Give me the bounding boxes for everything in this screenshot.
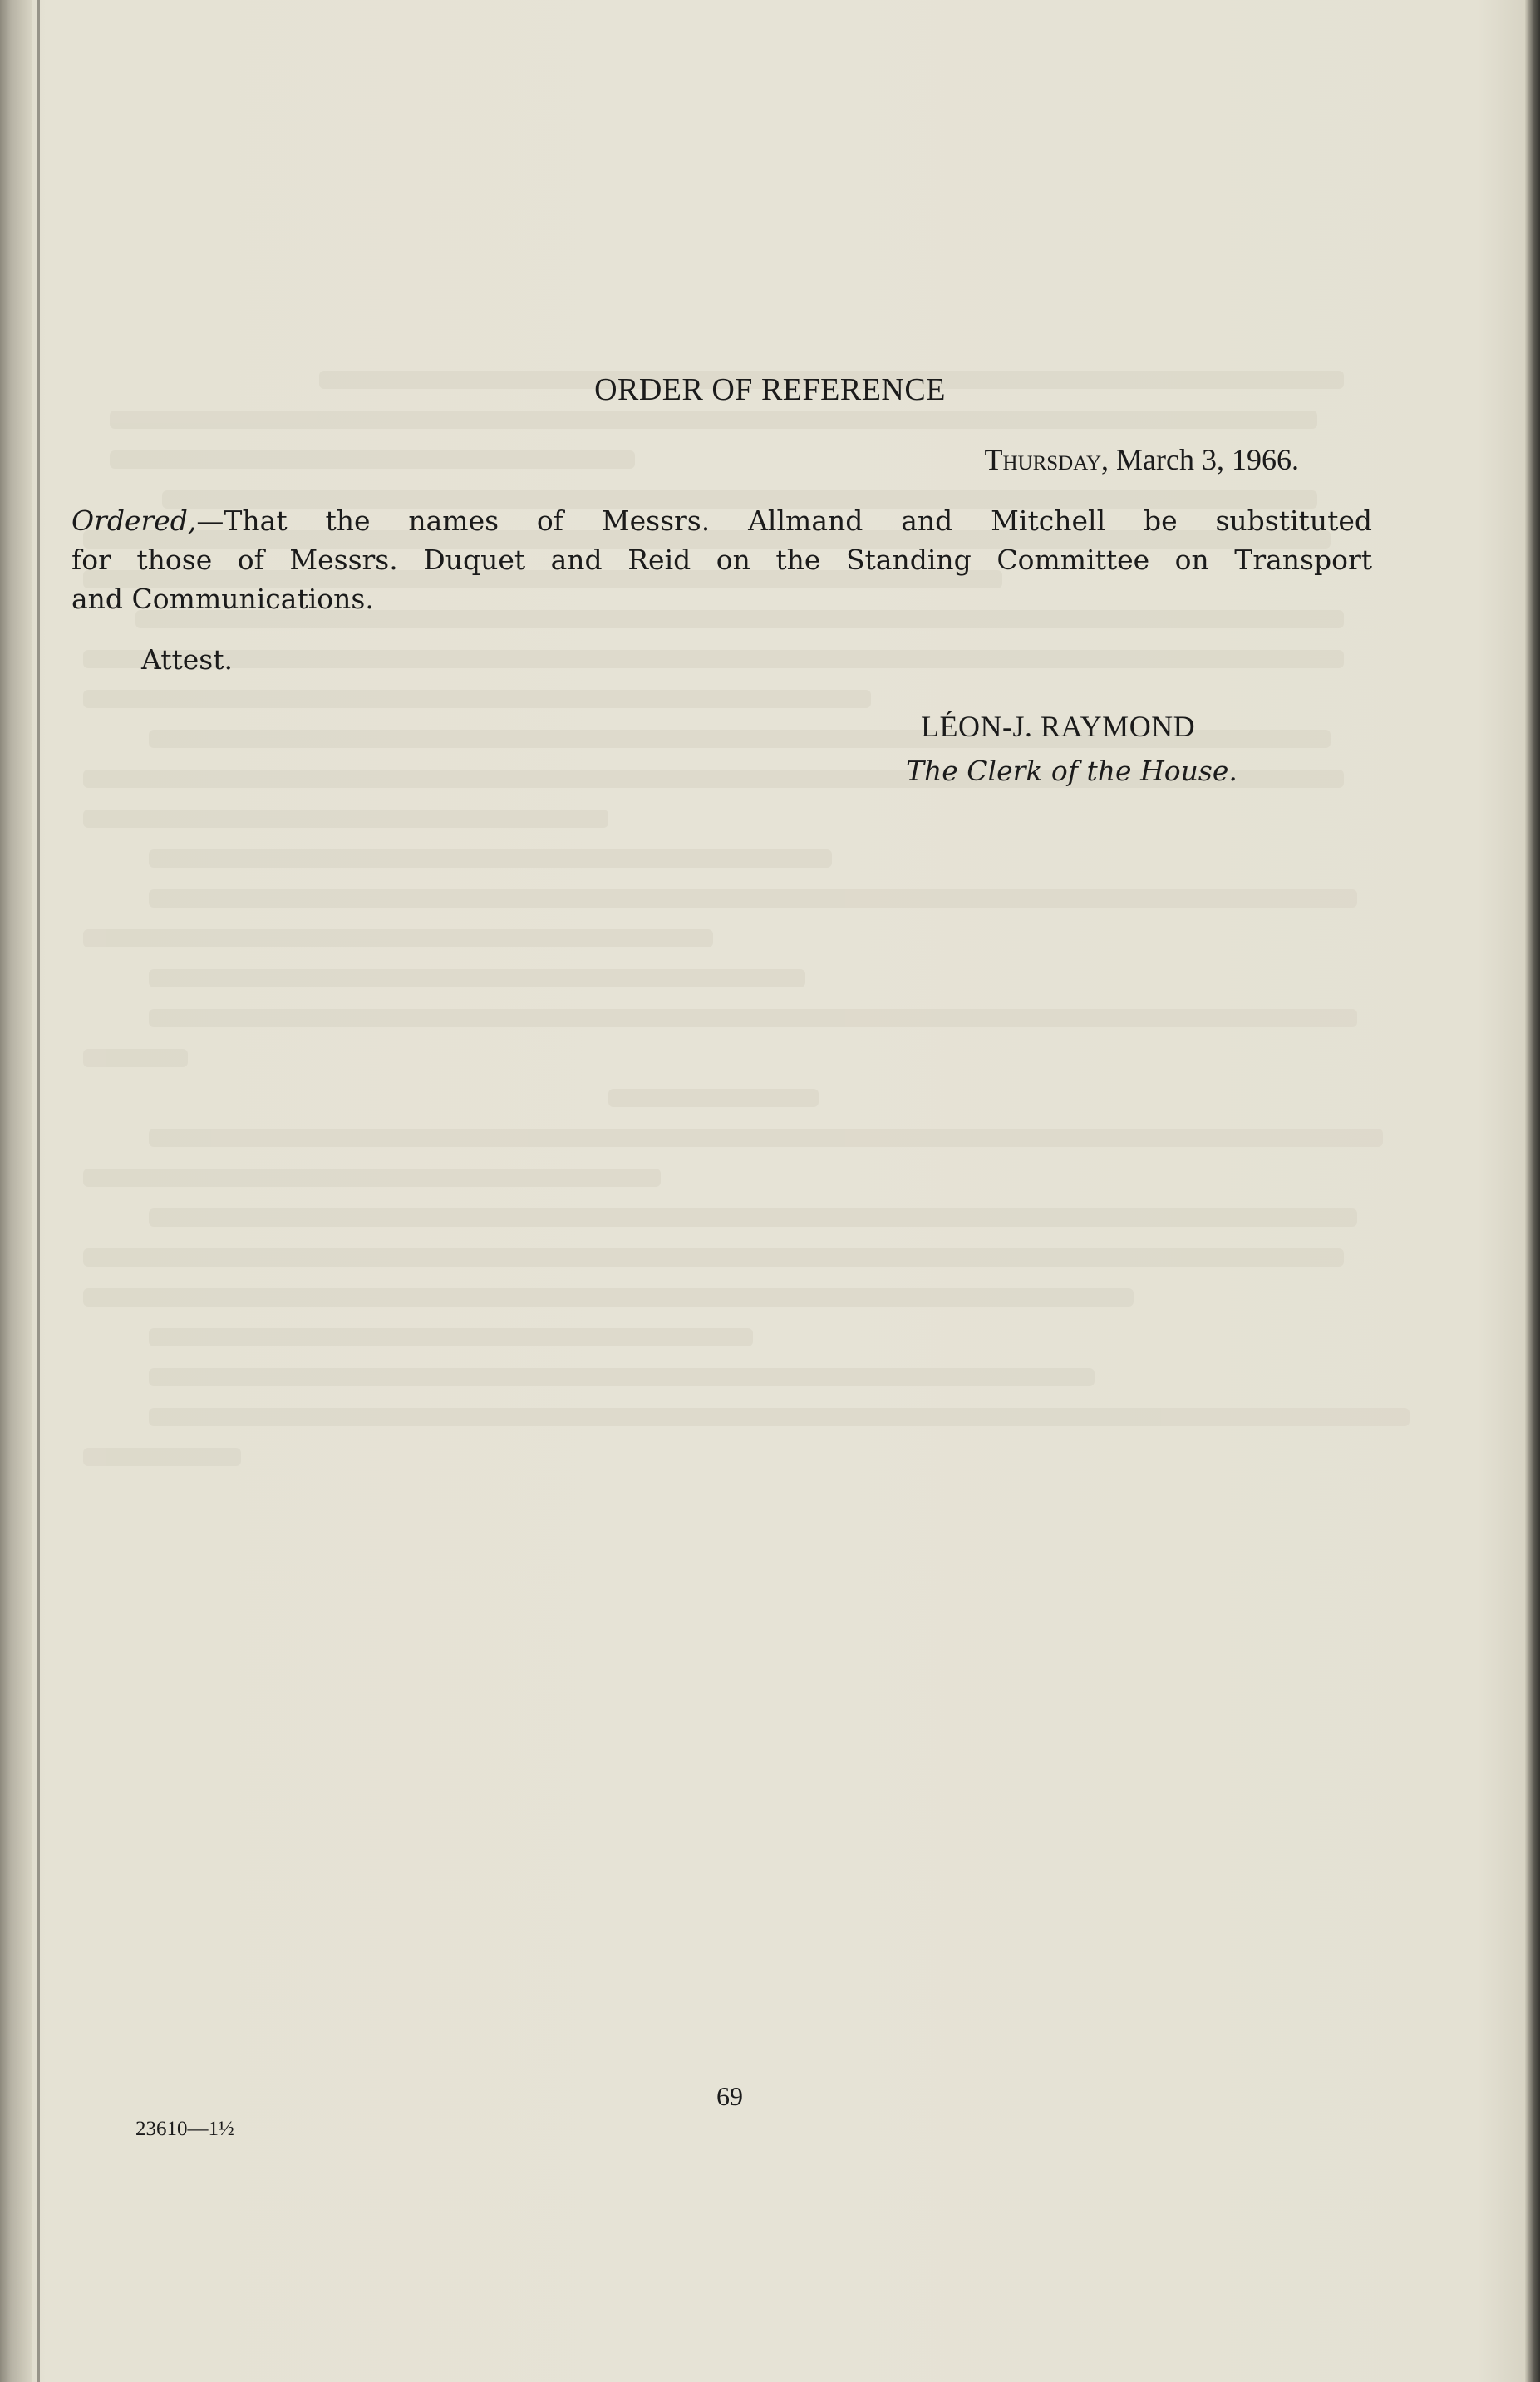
- dateline: [984, 442, 1299, 477]
- page-number: 69: [716, 2081, 743, 2111]
- signatory-title: The Clerk of the House.: [906, 755, 1237, 787]
- attest-label: Attest.: [141, 643, 233, 676]
- order-line-1-text: —That the names of Messrs. Allmand and Mitchell be substituted: [196, 504, 1372, 537]
- signatory-name: LÉON-J. RAYMOND: [921, 710, 1196, 743]
- order-line-1: [71, 501, 1372, 540]
- dateline-day: Thursday: [984, 443, 1102, 476]
- order-line-2: for those of Messrs. Duquet and Reid on the Standing Committee on Transport: [71, 544, 1372, 576]
- binding-edge: [0, 0, 32, 2382]
- dateline-date: , March 3, 1966.: [1101, 443, 1299, 476]
- ordered-lead: Ordered,: [71, 504, 197, 537]
- order-line-3: and Communications.: [71, 583, 374, 615]
- binding-shadow-line: [37, 0, 40, 2382]
- page-right-edge: [1525, 0, 1540, 2382]
- section-heading: ORDER OF REFERENCE: [594, 372, 946, 407]
- order-paragraph: [71, 501, 1372, 618]
- print-code: 23610—1½: [135, 2118, 234, 2140]
